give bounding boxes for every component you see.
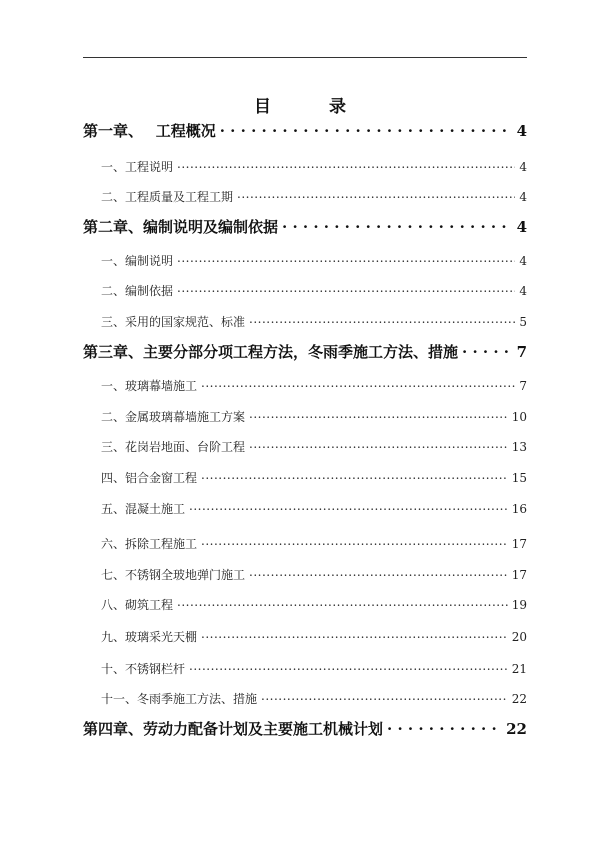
toc-entry[interactable] [83,718,527,739]
dot-leader [237,189,515,201]
toc-entry[interactable] [83,660,527,677]
toc-entry-title: 第二章、编制说明及编制依据 [83,218,279,236]
toc-entry-title: 五、混凝土施工 [101,502,186,516]
toc-entry-page: 4 [519,254,527,268]
toc-entry[interactable] [83,596,527,613]
toc-entry-title: 二、工程质量及工程工期 [101,190,234,204]
dot-leader [201,470,508,482]
dot-leader [249,314,515,326]
toc-entry-title: 二、金属玻璃幕墙施工方案 [101,410,246,424]
toc-entry-title: 一、编制说明 [101,254,174,268]
dot-leader [220,121,513,136]
dot-leader [177,597,508,609]
toc-entry-title: 第三章、主要分部分项工程方法，冬雨季施工方法、措施 [83,343,459,361]
toc-entry-title: 第四章、劳动力配备计划及主要施工机械计划 [83,720,384,738]
toc-entry[interactable] [83,252,527,269]
toc-entry[interactable] [83,500,527,517]
toc-entry[interactable] [83,628,527,645]
toc-entry[interactable] [83,216,527,237]
toc-entry-page: 4 [519,160,527,174]
dot-leader [249,567,508,579]
toc-entry-page: 17 [511,568,527,582]
dot-leader [189,661,508,673]
toc-entry[interactable] [83,120,527,141]
toc-entry-page: 21 [511,662,527,676]
dot-leader [462,342,513,357]
dot-leader [201,378,515,390]
toc-entry-title: 七、不锈钢全玻地弹门施工 [101,568,246,582]
toc-entry-page: 5 [519,315,527,329]
toc-entry[interactable] [83,188,527,205]
toc-entry-page: 4 [516,218,527,236]
toc-entry-page: 22 [506,720,527,738]
dot-leader [177,283,515,295]
dot-leader [201,629,508,641]
toc-entry-page: 19 [511,598,527,612]
toc-entry-page: 7 [516,343,527,361]
toc-entry[interactable] [83,469,527,486]
toc-entry[interactable] [83,282,527,299]
toc-entry[interactable] [83,313,527,330]
toc-entry[interactable] [83,341,527,362]
toc-entry[interactable] [83,408,527,425]
toc-entry-page: 4 [516,122,527,140]
toc-entry[interactable] [83,438,527,455]
toc-entry-title: 第一章、 工程概况 [83,122,216,140]
toc-entry-title: 四、铝合金窗工程 [101,471,198,485]
toc-entry-page: 13 [511,440,527,454]
toc-entry-title: 九、玻璃采光天棚 [101,630,198,644]
toc-entry[interactable] [83,535,527,552]
toc-entry-page: 16 [511,502,527,516]
toc-entry-title: 三、花岗岩地面、台阶工程 [101,440,246,454]
dot-leader [249,439,508,451]
toc-entry-title: 一、玻璃幕墙施工 [101,379,198,393]
toc-entry-title: 十一、冬雨季施工方法、措施 [101,692,258,706]
toc-entry-page: 7 [519,379,527,393]
toc-entry-title: 一、工程说明 [101,160,174,174]
toc-entry-page: 4 [519,284,527,298]
toc-title: 目 录 [254,97,372,117]
toc-entry-title: 八、砌筑工程 [101,598,174,612]
toc-entry-title: 二、编制依据 [101,284,174,298]
dot-leader [261,691,508,703]
toc-entry-page: 10 [511,410,527,424]
dot-leader [387,719,502,734]
toc-entry-title: 三、采用的国家规范、标准 [101,315,246,329]
dot-leader [201,536,508,548]
dot-leader [189,501,508,513]
toc-entry[interactable] [83,158,527,175]
toc-entry-page: 22 [511,692,527,706]
dot-leader [249,409,508,421]
toc-entry[interactable] [83,690,527,707]
toc-entry-page: 4 [519,190,527,204]
toc-entry[interactable] [83,377,527,394]
dot-leader [177,159,515,171]
dot-leader [282,217,513,232]
toc-entry[interactable] [83,566,527,583]
toc-entry-title: 十、不锈钢栏杆 [101,662,186,676]
dot-leader [177,253,515,265]
toc-entry-page: 15 [511,471,527,485]
toc-entry-page: 20 [511,630,527,644]
toc-entry-page: 17 [511,537,527,551]
toc-entry-title: 六、拆除工程施工 [101,537,198,551]
header-rule [83,57,527,58]
